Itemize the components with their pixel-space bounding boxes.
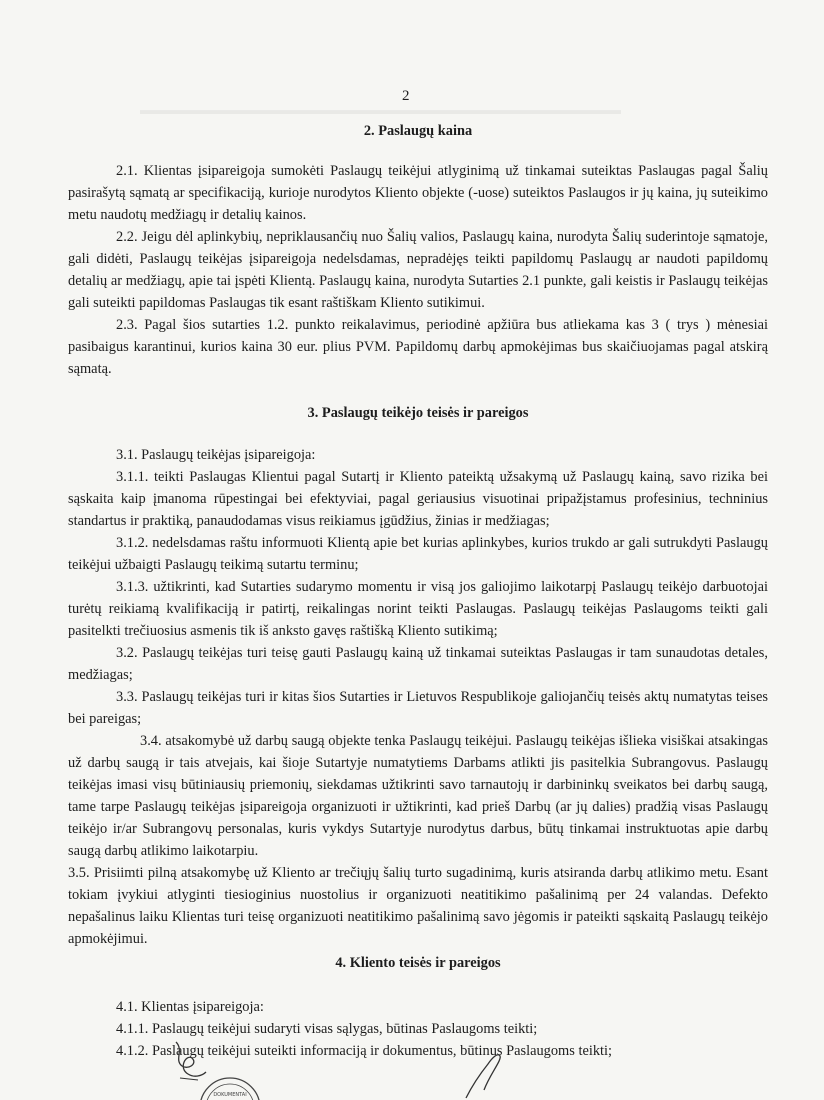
stamp: [198, 1074, 262, 1100]
stamp-label: DOKUMENTAI: [213, 1092, 247, 1098]
clause-4-1-2: 4.1.2. Paslaugų teikėjui suteikti informaciją ir dokumentus, būtinus Paslaugoms teikti;: [116, 1043, 613, 1059]
clause-4-1-1: 4.1.1. Paslaugų teikėjui sudaryti visas sąlygas, būtinas Paslaugoms teikti;: [116, 1021, 538, 1037]
clause-3-3: 3.3. Paslaugų teikėjas turi ir kitas šios Sutarties ir Lietuvos Respublikoje galiojančių teisės aktų numatytas teises bei pareigas;: [68, 689, 768, 727]
clause-2-2: 2.2. Jeigu dėl aplinkybių, nepriklausančių nuo Šalių valios, Paslaugų kaina, nurodyta Šalių suderintoje sąmatoje, gali didėti, Paslaugų teikėjas įsipareigoja nedelsdamas, nepradėjęs teikti papildomų Paslaugų ar naudoti papildomų detalių ar medžiagų, apie tai įspėti Klientą. Paslaugų kaina, nurodyta Sutarties 2.1 punkte, gali keistis ir Paslaugų teikėjas gali suteikti papildomas Paslaugas tik esant raštiškam Kliento sutikimui.: [68, 229, 768, 311]
signature: [458, 1050, 508, 1100]
page-number: 2: [402, 88, 410, 104]
clause-2-3: 2.3. Pagal šios sutarties 1.2. punkto reikalavimus, periodinė apžiūra bus atliekama kas 3 ( trys ) mėnesiai pasibaigus karantinui, kurios kaina 30 eur. plius PVM. Papildomų darbų apmokėjimas bus skaičiuojamas pagal atskirą sąmatą.: [68, 317, 768, 377]
section-heading-price: 2. Paslaugų kaina: [363, 123, 473, 139]
clause-3-1-3: 3.1.3. užtikrinti, kad Sutarties sudarymo momentu ir visą jos galiojimo laikotarpį Paslaugų teikėjo darbuotojai turėtų reikiamą kvalifikaciją ir patirtį, reikalingas norint teikti Paslaugas. Paslaugų teikėjas Paslaugoms teikti gali pasitelkti trečiuosius asmenis tik iš anksto gavęs raštišką Kliento sutikimą;: [68, 579, 768, 639]
clause-3-5: 3.5. Prisiimti pilną atsakomybę už Kliento ar trečiųjų šalių turto sugadinimą, kuris atsiranda darbų atlikimo metu. Esant tokiam įvykiui atlyginti tiesioginius nuostolius ir organizuoti neatitikimo pašalinimą per 24 valandas. Defekto nepašalinus laiku Klientas turi teisę organizuoti neatitikimo pašalinimą savo jėgomis ir pateikti sąskaitą Paslaugų teikėjo apmokėjimui.: [68, 865, 768, 947]
section-heading-client: 4. Kliento teisės ir pareigos: [335, 955, 501, 971]
clause-4-1: 4.1. Klientas įsipareigoja:: [116, 999, 264, 1015]
bleed-through-text: ▬▬▬▬▬▬▬▬▬▬▬▬▬▬▬▬▬▬▬▬▬▬▬▬▬▬▬▬▬▬▬▬▬▬▬▬▬: [140, 102, 621, 117]
section-heading-provider: 3. Paslaugų teikėjo teisės ir pareigos: [307, 405, 529, 421]
clause-3-1-1: 3.1.1. teikti Paslaugas Klientui pagal Sutartį ir Kliento pateiktą užsakymą už Paslaugų kainą, savo rizika bei sąskaita kaip įmanoma rūpestingai bei efektyviai, pagal geriausius visuotinai pripažįstamus profesinius, techninius standartus ir praktiką, panaudodamas visus reikiamus įgūdžius, žinias ir medžiagas;: [68, 469, 768, 529]
clause-3-2: 3.2. Paslaugų teikėjas turi teisę gauti Paslaugų kainą už tinkamai suteiktas Paslaugas ir tam sunaudotas detales, medžiagas;: [68, 645, 768, 683]
clause-3-1: 3.1. Paslaugų teikėjas įsipareigoja:: [116, 447, 316, 463]
document-body: [68, 120, 768, 1062]
clause-2-1: 2.1. Klientas įsipareigoja sumokėti Paslaugų teikėjui atlyginimą už tinkamai suteiktas Paslaugas pagal Šalių pasirašytą sąmatą ar specifikaciją, kurioje nurodytos Kliento objekte (-uose) suteiktos Paslaugos ir jų kaina, jų suteikimo metu naudotų medžiagų ir detalių kainos.: [68, 163, 768, 223]
clause-3-1-2: 3.1.2. nedelsdamas raštu informuoti Klientą apie bet kurias aplinkybes, kurios trukdo ar gali sutrukdyti Paslaugų teikėjui užbaigti Paslaugų teikimą sutartu terminu;: [68, 535, 768, 573]
clause-3-4: 3.4. atsakomybė už darbų saugą objekte tenka Paslaugų teikėjui. Paslaugų teikėjas išlieka visiškai atsakingas už darbų saugą ir tais atvejais, kai šioje Sutartyje numatytiems Darbams atlikti jis pasitelkia Subrangovus. Paslaugų teikėjas imasi visų būtiniausių priemonių, siekdamas užtikrinti savo tarnautojų ir darbininkų sveikatos bei darbų saugą, tame tarpe Paslaugų teikėjas įsipareigoja organizuoti ir užtikrinti, kad prieš Darbų (ar jų dalies) pradžią visas Paslaugų teikėjo ir/ar Subrangovų personalas, kuris vykdys Sutartyje nurodytus darbus, būtų tinkamai instruktuotas apie darbų saugą darbų atlikimo laikotarpiu.: [68, 733, 768, 859]
